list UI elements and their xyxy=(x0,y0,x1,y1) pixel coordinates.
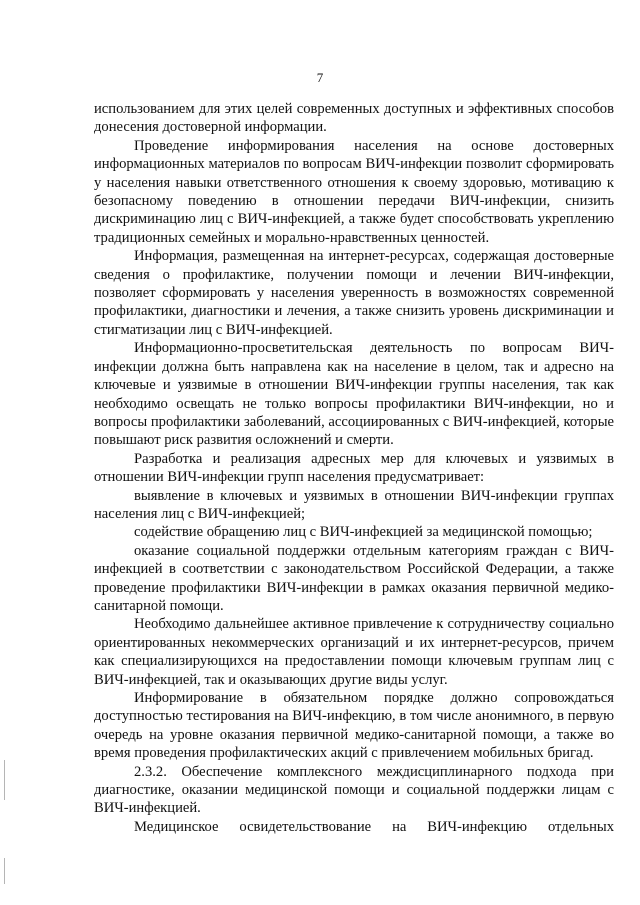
page-number: 7 xyxy=(316,70,324,85)
list-item-medical-help: содействие обращению лиц с ВИЧ-инфекцией за медицинской помощью; xyxy=(134,524,593,541)
paragraph-medical-examination: Медицинское освидетельствование на ВИЧ-инфекцию отдельных xyxy=(134,818,614,835)
paragraph-educational-activity: Информационно-просветительская деятельность по вопросам ВИЧ-инфекции должна быть направлена как на население в целом, так и адресно на ключевые и уязвимые в отношении ВИЧ-инфекции группы населения, так как необходимо освещать не только вопросы профилактики ВИЧ-инфекции, но и вопросы профилактики заболеваний, ассоциированных с ВИЧ-инфекцией, которые повышают риск развития осложнений и смерти. xyxy=(94,340,614,449)
list-item-social-support: оказание социальной поддержки отдельным категориям граждан с ВИЧ-инфекцией в соответствии с законодательством Российской Федерации, а также проведение профилактики ВИЧ-инфекции в рамках оказания первичной медико-санитарной помощи. xyxy=(94,542,614,614)
paragraph-internet-resources: Информация, размещенная на интернет-ресурсах, содержащая достоверные сведения о профилактике, получении помощи и лечении ВИЧ-инфекции, позволяет сформировать у населения уверенность в возможностях современной профилактики, диагностики и лечения, а также снизить уровень дискриминации и стигматизации лиц с ВИЧ-инфекцией. xyxy=(94,248,614,338)
paragraph-informing-population: Проведение информирования населения на основе достоверных информационных материалов по вопросам ВИЧ-инфекции позволит сформировать у населения навыки ответственного отношения к своему здоровью, мотивацию к безопасному поведению в отношении передачи ВИЧ-инфекции, снизить дискриминацию лиц с ВИЧ-инфекцией, а также будет способствовать укреплению традиционных семейных и морально-нравственных ценностей. xyxy=(94,137,614,246)
scan-edge-mark xyxy=(4,858,5,884)
scan-edge-mark xyxy=(4,760,5,800)
list-item-detection: выявление в ключевых и уязвимых в отношении ВИЧ-инфекции группах населения лиц с ВИЧ-инфекцией; xyxy=(94,487,614,522)
paragraph-testing-availability: Информирование в обязательном порядке должно сопровождаться доступностью тестирования на ВИЧ-инфекцию, в том числе анонимного, в первую очередь на уровне оказания первичной медико-санитарной помощи, а также во время проведения профилактических акций с привлечением мобильных бригад. xyxy=(94,690,614,762)
section-heading-2-3-2: 2.3.2. Обеспечение комплексного междисциплинарного подхода при диагностике, оказании медицинской помощи и социальной поддержки лицам с ВИЧ-инфекцией. xyxy=(94,763,614,817)
body-text xyxy=(94,100,614,836)
paragraph-targeted-measures: Разработка и реализация адресных мер для ключевых и уязвимых в отношении ВИЧ-инфекции групп населения предусматривает: xyxy=(94,450,614,486)
paragraph-nonprofit-organizations: Необходимо дальнейшее активное привлечение к сотрудничеству социально ориентированных некоммерческих организаций и их интернет-ресурсов, причем как специализирующихся на предоставлении помощи ключевым группам лиц с ВИЧ-инфекцией, так и оказывающих другие виды услуг. xyxy=(94,616,614,688)
paragraph-continuation: использованием для этих целей современных доступных и эффективных способов донесения достоверной информации. xyxy=(94,101,614,136)
